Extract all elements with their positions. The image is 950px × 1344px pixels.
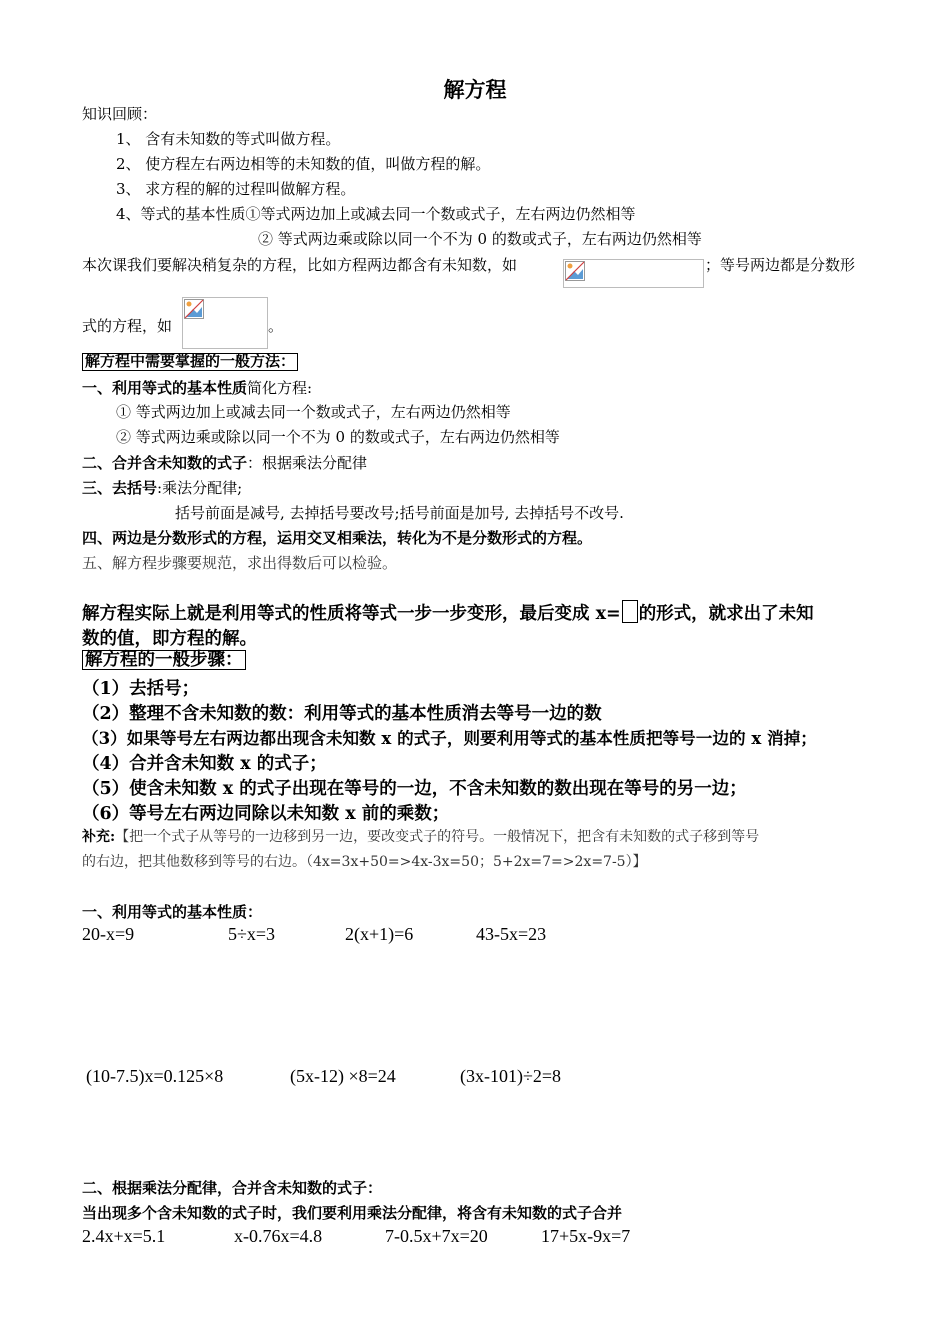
review-heading: 知识回顾： <box>82 105 158 123</box>
intro-text: ；等号两边都是分数形 <box>705 256 856 274</box>
method-2-text: ：根据乘法分配律 <box>247 454 368 472</box>
method-3-sub: 括号前面是减号, 去掉括号要改号;括号前面是加号, 去掉括号不改号. <box>175 504 624 522</box>
method-1-sub: ② 等式两边乘或除以同一个不为 0 的数或式子，左右两边仍然相等 <box>116 428 560 446</box>
method-2-title: 二、合并含未知数的式子 <box>82 454 248 472</box>
method-1-text: 简化方程: <box>247 379 313 397</box>
step-item: （4）合并含未知数 x 的式子； <box>82 754 327 774</box>
supplement <box>82 826 759 846</box>
method-3 <box>82 477 242 498</box>
equation: 7-0.5x+7x=20 <box>385 1226 488 1246</box>
intro-text: 本次课我们要解决稍复杂的方程，比如方程两边都含有未知数，如 <box>82 256 518 274</box>
supplement-label: 补充: <box>82 829 116 845</box>
equation: 5÷x=3 <box>228 924 276 944</box>
equation: 20-x=9 <box>82 924 135 944</box>
methods-heading: 解方程中需要掌握的一般方法： <box>82 353 298 371</box>
summary-line: 数的值，即方程的解。 <box>82 629 257 649</box>
equation: 17+5x-9x=7 <box>541 1226 631 1246</box>
equation: 43-5x=23 <box>476 924 547 944</box>
method-4: 四、两边是分数形式的方程，运用交叉相乘法，转化为不是分数形式的方程。 <box>82 529 593 547</box>
equation: (10-7.5)x=0.125×8 <box>86 1066 224 1086</box>
method-1-title: 一、利用等式的基本性质 <box>82 379 248 397</box>
review-item: 3、 求方程的解的过程叫做解方程。 <box>116 180 356 198</box>
step-item: （6）等号左右两边同除以未知数 x 前的乘数； <box>82 804 450 824</box>
section-2-desc: 当出现多个含未知数的式子时，我们要利用乘法分配律，将含有未知数的式子合并 <box>82 1204 623 1222</box>
equation: 2.4x+x=5.1 <box>82 1226 166 1246</box>
review-item: 2、 使方程左右两边相等的未知数的值，叫做方程的解。 <box>116 155 491 173</box>
summary-text: 的形式，就求出了未知 <box>638 604 814 624</box>
equation: (5x-12) ×8=24 <box>290 1066 396 1086</box>
step-item: （1）去括号； <box>82 679 200 699</box>
page-title: 解方程 <box>443 77 507 102</box>
review-item: 1、 含有未知数的等式叫做方程。 <box>116 130 341 148</box>
answer-box <box>622 600 638 623</box>
method-3-title: 三、去括号 <box>82 479 158 497</box>
review-item: 4、等式的基本性质①等式两边加上或减去同一个数或式子，左右两边仍然相等 <box>116 205 636 223</box>
broken-image-icon <box>184 299 204 319</box>
intro-text: 式的方程，如 <box>82 317 173 335</box>
equation: 2(x+1)=6 <box>345 924 414 944</box>
method-1-sub: ① 等式两边加上或减去同一个数或式子，左右两边仍然相等 <box>116 403 511 421</box>
equation: (3x-101)÷2=8 <box>460 1066 562 1086</box>
fraction-equation-image <box>182 297 268 349</box>
review-item: ② 等式两边乘或除以同一个不为 0 的数或式子，左右两边仍然相等 <box>258 230 702 248</box>
section-2-heading: 二、根据乘法分配律，合并含未知数的式子： <box>82 1179 383 1197</box>
supplement-text: 【把一个式子从等号的一边移到另一边，要改变式子的符号。一般情况下，把含有未知数的式子移到等号 <box>115 829 760 845</box>
method-1 <box>82 377 312 398</box>
method-2 <box>82 452 367 473</box>
section-1-heading: 一、利用等式的基本性质： <box>82 903 263 921</box>
equation-image <box>563 259 704 288</box>
step-item: （2）整理不含未知数的数：利用等式的基本性质消去等号一边的数 <box>82 704 602 724</box>
method-5: 五、解方程步骤要规范，求出得数后可以检验。 <box>82 554 398 572</box>
broken-image-icon <box>565 261 585 281</box>
step-item: （3）如果等号左右两边都出现含未知数 x 的式子，则要利用等式的基本性质把等号一边的 x 消掉； <box>82 728 817 748</box>
summary-text: 解方程实际上就是利用等式的性质将等式一步一步变形，最后变成 x= <box>82 604 621 624</box>
equation: x-0.76x=4.8 <box>234 1226 323 1246</box>
steps-heading: 解方程的一般步骤： <box>82 650 246 670</box>
step-item: （5）使含未知数 x 的式子出现在等号的一边，不含未知数的数出现在等号的另一边； <box>82 779 747 799</box>
intro-text: 。 <box>268 317 284 335</box>
supplement-text: 的右边，把其他数移到等号的右边。（4x=3x+50=>4x-3x=50；5+2x=7=>2x=7-5）】 <box>82 854 647 870</box>
method-3-text: :乘法分配律; <box>157 479 243 497</box>
summary-line <box>82 600 814 625</box>
